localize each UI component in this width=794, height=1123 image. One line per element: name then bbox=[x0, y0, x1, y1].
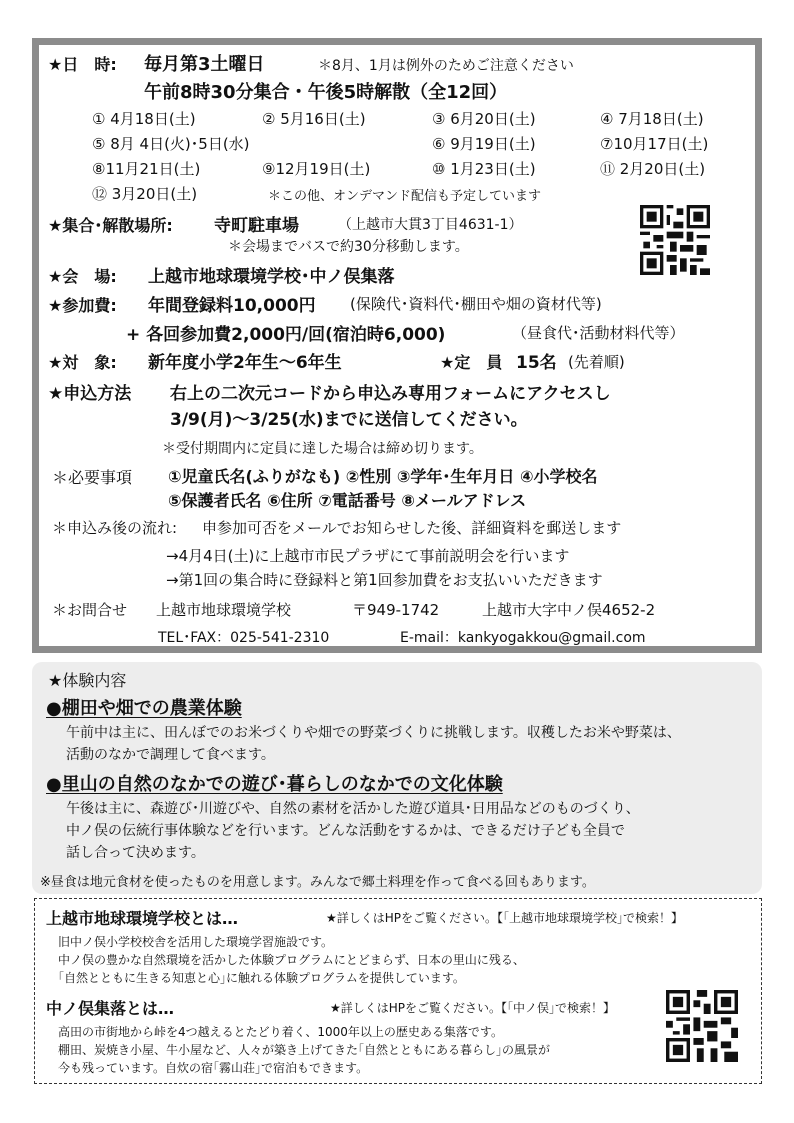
contact-address: 上越市大字中ノ俣4652-2 bbox=[482, 601, 656, 619]
contact-email[interactable]: E-mail：kankyogakkou@gmail.com bbox=[400, 630, 646, 646]
date-item: ⑧11月21日(土) bbox=[92, 160, 201, 178]
date-item: ⑪ 2月20日(土) bbox=[600, 160, 706, 178]
meeting-address: （上越市大貫3丁目4631-1） bbox=[338, 217, 523, 233]
experience-text: 午前中は主に、田んぼでのお米づくりや畑での野菜づくりに挑戦します。収穫したお米や野菜は、 bbox=[66, 725, 681, 741]
fee-per: + 各回参加費2,000円/回(宿泊時6,000) bbox=[126, 325, 446, 345]
date-item: ⑤ 8月 4日(火)･5日(水) bbox=[92, 135, 250, 153]
contact-postal: 〒949-1742 bbox=[352, 601, 440, 619]
experience-title: ★体験内容 bbox=[48, 671, 127, 690]
fee-annual-note: (保険代･資料代･棚田や畑の資材代等) bbox=[350, 295, 602, 313]
experience-heading-farming: ●棚田や畑での農業体験 bbox=[46, 698, 242, 719]
experience-text: 話し合って決めます。 bbox=[66, 845, 205, 861]
date-item: ① 4月18日(土) bbox=[92, 110, 196, 128]
capacity-note: (先着順) bbox=[568, 353, 625, 371]
venue-label: ★会 場: bbox=[48, 267, 117, 286]
date-item: ② 5月16日(土) bbox=[262, 110, 366, 128]
experience-heading-culture: ●里山の自然のなかでの遊び･暮らしのなかでの文化体験 bbox=[46, 774, 503, 795]
date-item: ⑥ 9月19日(土) bbox=[432, 135, 536, 153]
about-school-text: 旧中ノ俣小学校校舎を活用した環境学習施設です。 bbox=[58, 935, 334, 949]
contact-tel: TEL･FAX：025-541-2310 bbox=[158, 630, 330, 646]
capacity-value: 15名 bbox=[516, 353, 557, 373]
apply-note: ＊受付期間内に定員に達した場合は締め切ります。 bbox=[162, 441, 483, 457]
date-item: ⑨12月19日(土) bbox=[262, 160, 371, 178]
contact-org: 上越市地球環境学校 bbox=[156, 601, 292, 619]
experience-text: 中ノ俣の伝統行事体験などを行います。どんな活動をするかは、できるだけ子ども全員で bbox=[66, 823, 625, 839]
experience-text: 活動のなかで調理して食べます。 bbox=[66, 747, 275, 763]
fee-label: ★参加費: bbox=[48, 296, 117, 315]
target-label: ★対 象: bbox=[48, 353, 117, 372]
about-village-text: 今も残っています。自炊の宿｢霧山荘｣で宿泊もできます。 bbox=[58, 1061, 369, 1075]
about-village-text: 高田の市街地から峠を4つ越えるとたどり着く、1000年以上の歴史ある集落です。 bbox=[58, 1025, 503, 1039]
flow-line1: 申参加可否をメールでお知らせした後、詳細資料を郵送します bbox=[202, 519, 622, 537]
venue-value: 上越市地球環境学校･中ノ俣集落 bbox=[148, 267, 395, 287]
required-line2: ⑤保護者氏名 ⑥住所 ⑦電話番号 ⑧メールアドレス bbox=[168, 491, 527, 510]
date-item: ③ 6月20日(土) bbox=[432, 110, 536, 128]
lunch-note: ※昼食は地元食材を使ったものを用意します。みんなで郷土料理を作って食べる回もあります。 bbox=[40, 875, 595, 890]
schedule-note: ＊8月、1月は例外のためご注意ください bbox=[318, 58, 574, 74]
capacity-label: ★定 員 bbox=[440, 353, 503, 372]
schedule-label: ★日 時: bbox=[48, 55, 117, 74]
contact-label: ＊お問合せ bbox=[52, 601, 128, 619]
meeting-place: 寺町駐車場 bbox=[214, 216, 299, 236]
qr-code-icon[interactable] bbox=[666, 990, 738, 1062]
qr-code-icon[interactable] bbox=[640, 205, 710, 275]
experience-text: 午後は主に、森遊び･川遊びや、自然の素材を活かした遊び道具･日用品などのものづくり、 bbox=[66, 801, 640, 817]
apply-line1: 右上の二次元コードから申込み専用フォームにアクセスし bbox=[170, 384, 611, 404]
date-item: ⑩ 1月23日(土) bbox=[432, 160, 536, 178]
target-value: 新年度小学2年生～6年生 bbox=[148, 353, 342, 373]
apply-label: ★申込方法 bbox=[48, 384, 132, 404]
about-school-title: 上越市地球環境学校とは… bbox=[46, 909, 239, 928]
fee-annual: 年間登録料10,000円 bbox=[148, 296, 316, 316]
schedule-main: 毎月第3土曜日 bbox=[144, 54, 265, 75]
meeting-label: ★集合･解散場所: bbox=[48, 216, 173, 235]
about-village-hint: ★詳しくはHPをご覧ください。【｢中ノ俣｣で検索！】 bbox=[330, 1001, 616, 1015]
apply-line2: 3/9(月)～3/25(水)までに送信してください。 bbox=[170, 410, 528, 430]
date-item: ⑦10月17日(土) bbox=[600, 135, 709, 153]
about-school-text: 中ノ俣の豊かな自然環境を活かした体験プログラムにとどまらず、日本の里山に残る、 bbox=[58, 953, 525, 967]
required-line1: ①児童氏名(ふりがなも) ②性別 ③学年･生年月日 ④小学校名 bbox=[168, 467, 598, 486]
flow-label: ＊申込み後の流れ: bbox=[52, 519, 178, 537]
about-school-text: ｢自然とともに生きる知恵と心｣に触れる体験プログラムを提供しています。 bbox=[58, 971, 465, 985]
date-item: ④ 7月18日(土) bbox=[600, 110, 704, 128]
required-label: ＊必要事項 bbox=[52, 468, 133, 487]
about-village-text: 棚田、炭焼き小屋、牛小屋など、人々が築き上げてきた｢自然とともにある暮らし｣の風景が bbox=[58, 1043, 551, 1057]
ondemand-note: ＊この他、オンデマンド配信も予定しています bbox=[268, 189, 542, 204]
about-village-title: 中ノ俣集落とは… bbox=[46, 999, 175, 1018]
bus-note: ＊会場までバスで約30分移動します。 bbox=[228, 239, 469, 255]
flow-line3: →第1回の集合時に登録料と第1回参加費をお支払いいただきます bbox=[166, 571, 603, 589]
fee-per-note: （昼食代･活動材料代等） bbox=[512, 324, 685, 342]
date-item: ⑫ 3月20日(土) bbox=[92, 185, 198, 203]
about-school-hint: ★詳しくはHPをご覧ください。【｢上越市地球環境学校｣で検索！】 bbox=[326, 911, 684, 925]
flow-line2: →4月4日(土)に上越市市民プラザにて事前説明会を行います bbox=[166, 547, 570, 565]
schedule-time: 午前8時30分集合・午後5時解散（全12回） bbox=[144, 82, 508, 103]
